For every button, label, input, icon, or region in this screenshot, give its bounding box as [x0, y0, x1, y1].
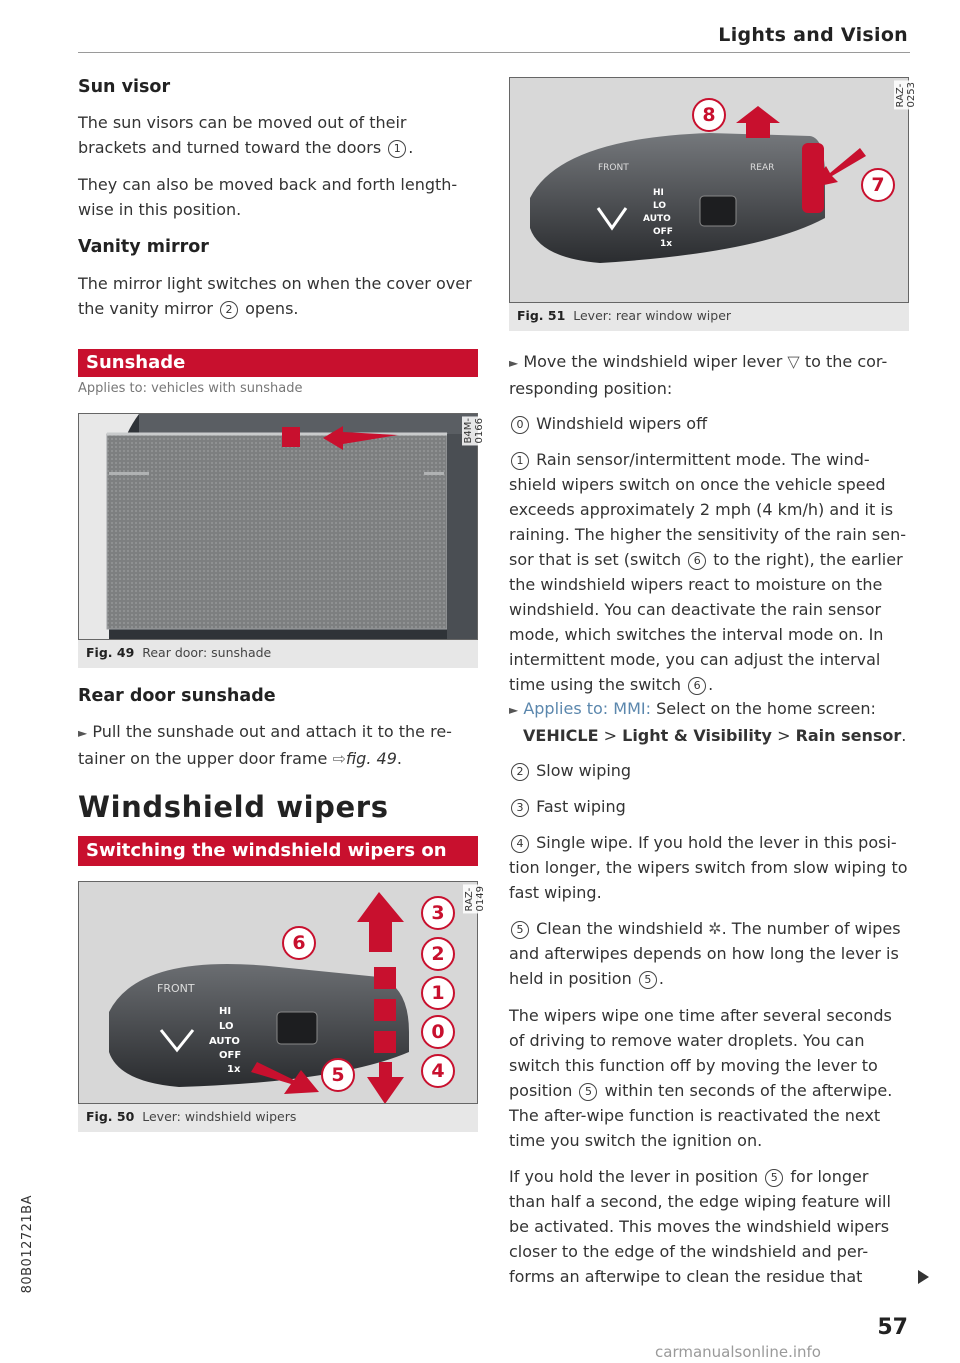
wiper-lever-illustration [79, 882, 478, 1104]
lever-hi-label: HI [653, 188, 664, 198]
move-lever-step: ► Move the windshield wiper lever ▽ to the cor-responding position: [509, 352, 888, 398]
page-number: 57 [877, 1315, 908, 1340]
callout-8: 8 [692, 98, 726, 132]
rear-door-sunshade-step: ► Pull the sunshade out and attach it to the re-tainer on the upper door frame ⇨fig. 49. [78, 722, 452, 768]
callout-7: 7 [861, 168, 895, 202]
step-arrow-icon: ► [78, 726, 88, 740]
position-0-item: 0 Windshield wipers off [509, 411, 909, 436]
figure-50-code: RAZ-0149 [464, 886, 486, 912]
sun-visor-heading: Sun visor [78, 77, 171, 97]
switching-wipers-banner: Switching the windshield wipers on [78, 836, 478, 866]
figure-49-caption: Fig. 49 Rear door: sunshade [78, 640, 478, 668]
vanity-mirror-heading: Vanity mirror [78, 237, 209, 257]
lever-front-label: FRONT [598, 163, 629, 173]
figure-50-image [78, 881, 478, 1104]
sun-visor-paragraph-1: The sun visors can be moved out of their brackets and turned toward the doors 1 . [78, 113, 414, 157]
continued-arrow-icon [918, 1270, 929, 1284]
watermark: carmanualsonline.info [655, 1343, 821, 1361]
lever-off-label: OFF [219, 1050, 242, 1061]
lever-auto-label: AUTO [209, 1036, 240, 1047]
position-1-item: 1 Rain sensor/intermittent mode. The wind-shield wipers switch on once the vehicle speed exceeds approximately 2 mph (4 km/h) and it is raining. The higher the sensitivity of the rain sen-sor that is set (switch 6 to the right), the earlier the windshield wipers react to moisture on the windshield. You can deactivate the rain sensor mode, which switches the interval mode on. In intermittent mode, you can adjust the interval time using the switch 6 . [509, 450, 907, 694]
lever-1x-label: 1x [227, 1064, 241, 1075]
callout-3: 3 [421, 896, 455, 930]
callout-1: 1 [421, 976, 455, 1010]
header-rule [78, 52, 910, 53]
figure-51-caption: Fig. 51 Lever: rear window wiper [509, 303, 909, 331]
figure-51-code: RAZ-0253 [895, 82, 917, 108]
lever-auto-label: AUTO [643, 214, 671, 224]
sunshade-illustration [79, 414, 478, 640]
position-2-item: 2 Slow wiping [509, 758, 909, 783]
figure-link-arrow-icon: ⇨ [332, 749, 346, 768]
step-arrow-icon: ► [509, 703, 519, 717]
washer-icon: ✲ [708, 919, 722, 938]
windshield-wiper-icon: ▽ [787, 352, 800, 371]
lever-1x-label: 1x [660, 239, 673, 249]
figure-50-caption: Fig. 50 Lever: windshield wipers [78, 1104, 478, 1132]
afterwipe-paragraph: The wipers wipe one time after several seconds of driving to remove water droplets. You can switch this function off by moving the lever to position 5 within ten seconds of the afterwipe. The after-wipe function is reactivated the next time you switch the ignition on. [509, 1006, 893, 1150]
ref-number: 2 [220, 301, 238, 319]
figure-ref[interactable]: fig. 49 [345, 749, 397, 768]
sun-visor-paragraph-2: They can also be moved back and forth length-wise in this position. [78, 175, 458, 219]
position-5-item: 5 Clean the windshield ✲. The number of wipes and afterwipes depends on how long the lever is held in position 5 . [509, 919, 901, 988]
document-code: 80B012721BA [20, 1195, 35, 1294]
lever-lo-label: LO [653, 201, 667, 211]
lever-off-label: OFF [653, 227, 673, 237]
position-4-item: 4 Single wipe. If you hold the lever in this posi-tion longer, the wipers switch from slow wiping to fast wiping. [509, 833, 908, 902]
lever-lo-label: LO [219, 1021, 234, 1032]
lever-front-label: FRONT [157, 982, 195, 995]
step-arrow-icon: ► [509, 356, 519, 370]
edge-wiping-paragraph: If you hold the lever in position 5 for longer than half a second, the edge wiping feature will be activated. This moves the windshield wipers closer to the edge of the windshield and per-forms an afterwipe to clean the residue that [509, 1167, 891, 1286]
vanity-mirror-paragraph: The mirror light switches on when the cover over the vanity mirror 2 opens. [78, 274, 472, 318]
rear-door-sunshade-heading: Rear door sunshade [78, 686, 276, 706]
mmi-step: ► Applies to: MMI: Select on the home screen: VEHICLE > Light & Visibility > Rain sensor. [509, 699, 907, 745]
callout-0: 0 [421, 1015, 455, 1049]
figure-49-image [78, 413, 478, 640]
windshield-wipers-heading: Windshield wipers [78, 790, 389, 824]
lever-hi-label: HI [219, 1006, 232, 1017]
position-3-item: 3 Fast wiping [509, 794, 909, 819]
figure-49-code: B4M-0166 [463, 418, 485, 444]
ref-number: 1 [388, 140, 406, 158]
callout-5: 5 [321, 1058, 355, 1092]
sunshade-banner: Sunshade [78, 349, 478, 377]
sunshade-applies: Applies to: vehicles with sunshade [78, 381, 303, 396]
section-title: Lights and Vision [718, 24, 908, 46]
lever-rear-label: REAR [750, 163, 775, 173]
callout-6: 6 [282, 926, 316, 960]
callout-4: 4 [421, 1054, 455, 1088]
callout-2: 2 [421, 937, 455, 971]
